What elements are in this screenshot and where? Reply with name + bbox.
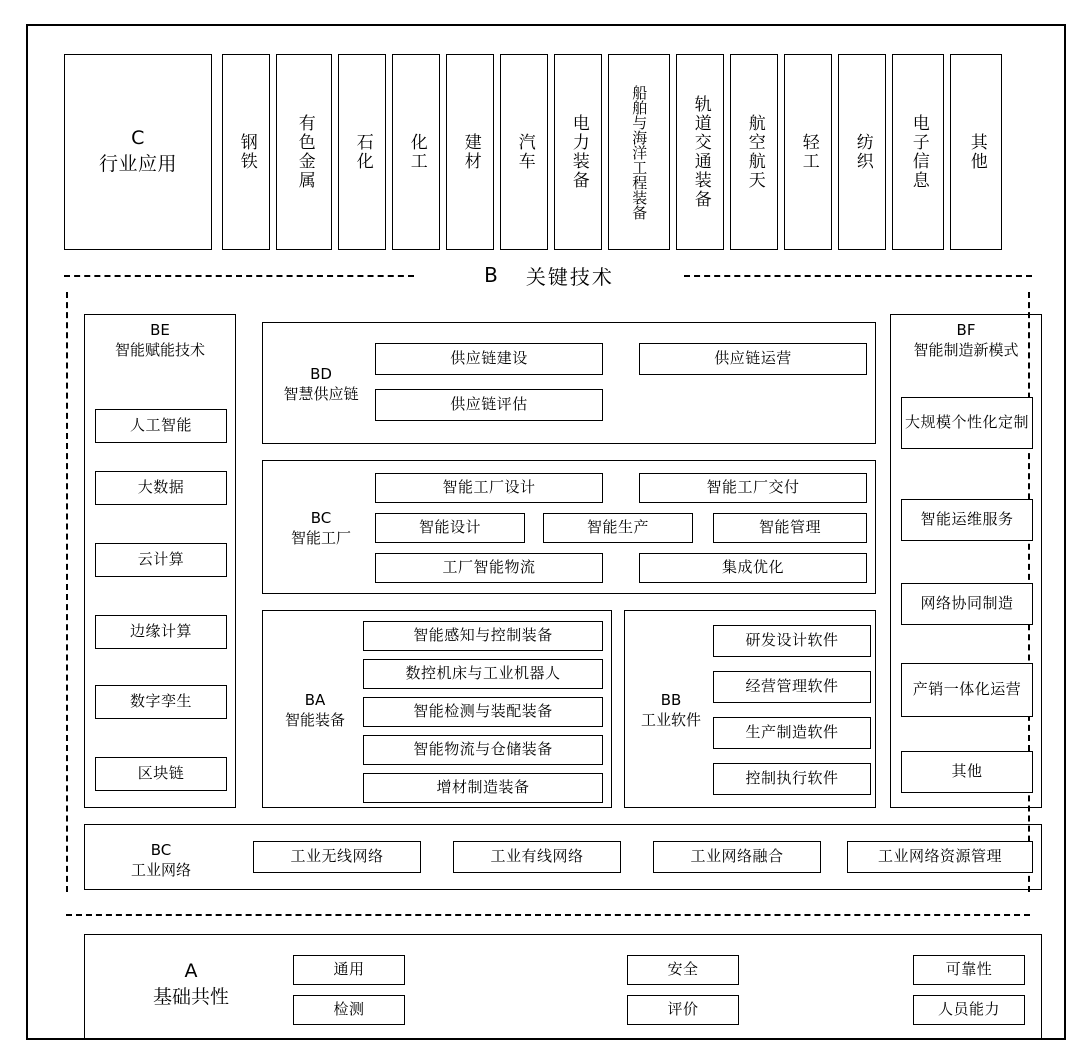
section-c-name: 行业应用 <box>98 153 177 175</box>
section-c-industry-applications <box>64 54 1032 250</box>
section-a-item-inspection[interactable]: 检测 <box>293 995 405 1025</box>
bd-code: BD <box>310 365 332 383</box>
section-a-item-evaluation[interactable]: 评价 <box>627 995 739 1025</box>
bd-block-smart-supply-chain <box>262 322 876 444</box>
diagram-outer-frame <box>26 24 1066 1040</box>
bc-network-item-industrial-network-resource-management[interactable]: 工业网络资源管理 <box>847 841 1033 873</box>
bb-name: 工业软件 <box>640 710 701 729</box>
be-item-big-data[interactable]: 大数据 <box>95 471 227 505</box>
bb-item-rd-design-software[interactable]: 研发设计软件 <box>713 625 871 657</box>
industry-item-steel[interactable]: 钢铁 <box>222 54 270 250</box>
bf-name: 智能制造新模式 <box>913 340 1019 359</box>
ba-item-cnc-machine-tools-industrial-robots[interactable]: 数控机床与工业机器人 <box>363 659 603 689</box>
bc-name: 智能工厂 <box>290 528 351 547</box>
be-column-enabling-technologies <box>84 314 236 808</box>
industry-item-power-equipment[interactable]: 电力装备 <box>554 54 602 250</box>
bc-network-name: 工业网络 <box>130 860 191 879</box>
be-item-edge-computing[interactable]: 边缘计算 <box>95 615 227 649</box>
bc-network-title <box>93 841 229 880</box>
section-b-code: B <box>484 263 500 287</box>
industry-item-electronic-information[interactable]: 电子信息 <box>892 54 944 250</box>
be-code: BE <box>150 321 170 339</box>
bc-item-smart-design[interactable]: 智能设计 <box>375 513 525 543</box>
bd-item-supply-chain-operation[interactable]: 供应链运营 <box>639 343 867 375</box>
bc-network-item-industrial-wired-network[interactable]: 工业有线网络 <box>453 841 621 873</box>
bd-block-title <box>269 365 373 404</box>
section-a-name: 基础共性 <box>152 985 229 1008</box>
industry-item-other[interactable]: 其他 <box>950 54 1002 250</box>
section-c-code: C <box>131 127 145 150</box>
bc-block-smart-factory <box>262 460 876 594</box>
bc-item-smart-production[interactable]: 智能生产 <box>543 513 693 543</box>
section-c-title <box>64 54 212 250</box>
bc-block-industrial-network <box>84 824 1042 890</box>
be-item-digital-twin[interactable]: 数字孪生 <box>95 685 227 719</box>
bf-item-other[interactable]: 其他 <box>901 751 1033 793</box>
industry-item-chemical[interactable]: 化工 <box>392 54 440 250</box>
bf-column-new-modes <box>890 314 1042 808</box>
ba-item-smart-sensing-control-equipment[interactable]: 智能感知与控制装备 <box>363 621 603 651</box>
industry-item-building-materials[interactable]: 建材 <box>446 54 494 250</box>
ba-block-smart-equipment <box>262 610 612 808</box>
be-item-cloud-computing[interactable]: 云计算 <box>95 543 227 577</box>
bb-code: BB <box>660 691 682 709</box>
bb-item-production-manufacturing-software[interactable]: 生产制造软件 <box>713 717 871 749</box>
bf-item-production-marketing-integrated-operation[interactable]: 产销一体化运营 <box>901 663 1033 717</box>
bd-name: 智慧供应链 <box>283 384 359 403</box>
ba-item-additive-manufacturing-equipment[interactable]: 增材制造装备 <box>363 773 603 803</box>
ba-name: 智能装备 <box>284 710 345 729</box>
bb-item-control-execution-software[interactable]: 控制执行软件 <box>713 763 871 795</box>
industry-item-petrochemical[interactable]: 石化 <box>338 54 386 250</box>
bd-item-supply-chain-evaluation[interactable]: 供应链评估 <box>375 389 603 421</box>
bf-item-networked-collaborative-manufacturing[interactable]: 网络协同制造 <box>901 583 1033 625</box>
industry-item-aerospace[interactable]: 航空航天 <box>730 54 778 250</box>
bc-item-smart-factory-design[interactable]: 智能工厂设计 <box>375 473 603 503</box>
bc-code: BC <box>310 509 332 527</box>
divider-dash-right <box>684 275 1032 277</box>
section-b-divider <box>64 258 1032 292</box>
ba-item-smart-inspection-assembly-equipment[interactable]: 智能检测与装配装备 <box>363 697 603 727</box>
be-item-artificial-intelligence[interactable]: 人工智能 <box>95 409 227 443</box>
section-b-name: 关键技术 <box>525 264 614 289</box>
section-a-item-personnel-competency[interactable]: 人员能力 <box>913 995 1025 1025</box>
bb-block-title <box>629 691 713 730</box>
bf-column-title <box>891 321 1041 360</box>
bf-code: BF <box>956 321 976 339</box>
ba-code: BA <box>304 691 326 709</box>
bb-block-industrial-software <box>624 610 876 808</box>
bc-network-item-industrial-wireless-network[interactable]: 工业无线网络 <box>253 841 421 873</box>
bf-item-intelligent-operation-maintenance-service[interactable]: 智能运维服务 <box>901 499 1033 541</box>
bc-item-smart-management[interactable]: 智能管理 <box>713 513 867 543</box>
be-column-title <box>85 321 235 360</box>
ba-item-smart-logistics-warehousing-equipment[interactable]: 智能物流与仓储装备 <box>363 735 603 765</box>
section-a-item-general[interactable]: 通用 <box>293 955 405 985</box>
be-name: 智能赋能技术 <box>114 340 205 359</box>
section-a-divider <box>66 914 1030 916</box>
bc-network-code: BC <box>150 841 172 859</box>
industry-item-textile[interactable]: 纺织 <box>838 54 886 250</box>
bc-block-title <box>269 509 373 548</box>
section-a-item-safety[interactable]: 安全 <box>627 955 739 985</box>
industry-item-ship-and-marine-engineering-equipment[interactable]: 船舶与海洋工程装备 <box>608 54 670 250</box>
bf-item-mass-personalized-customization[interactable]: 大规模个性化定制 <box>901 397 1033 449</box>
bc-item-factory-smart-logistics[interactable]: 工厂智能物流 <box>375 553 603 583</box>
industry-item-rail-transit-equipment[interactable]: 轨道交通装备 <box>676 54 724 250</box>
bc-network-item-industrial-network-convergence[interactable]: 工业网络融合 <box>653 841 821 873</box>
bc-item-integrated-optimization[interactable]: 集成优化 <box>639 553 867 583</box>
bd-item-supply-chain-construction[interactable]: 供应链建设 <box>375 343 603 375</box>
bb-item-business-management-software[interactable]: 经营管理软件 <box>713 671 871 703</box>
section-a-title <box>101 959 281 1010</box>
section-b-heading <box>414 258 684 292</box>
industry-item-light-industry[interactable]: 轻工 <box>784 54 832 250</box>
divider-dash-left <box>64 275 414 277</box>
section-a-fundamental-commonality <box>84 934 1042 1040</box>
industry-item-automobile[interactable]: 汽车 <box>500 54 548 250</box>
bc-item-smart-factory-delivery[interactable]: 智能工厂交付 <box>639 473 867 503</box>
ba-block-title <box>269 691 361 730</box>
be-item-blockchain[interactable]: 区块链 <box>95 757 227 791</box>
industry-item-nonferrous-metal[interactable]: 有色金属 <box>276 54 332 250</box>
section-a-item-reliability[interactable]: 可靠性 <box>913 955 1025 985</box>
section-a-code: A <box>184 960 198 982</box>
